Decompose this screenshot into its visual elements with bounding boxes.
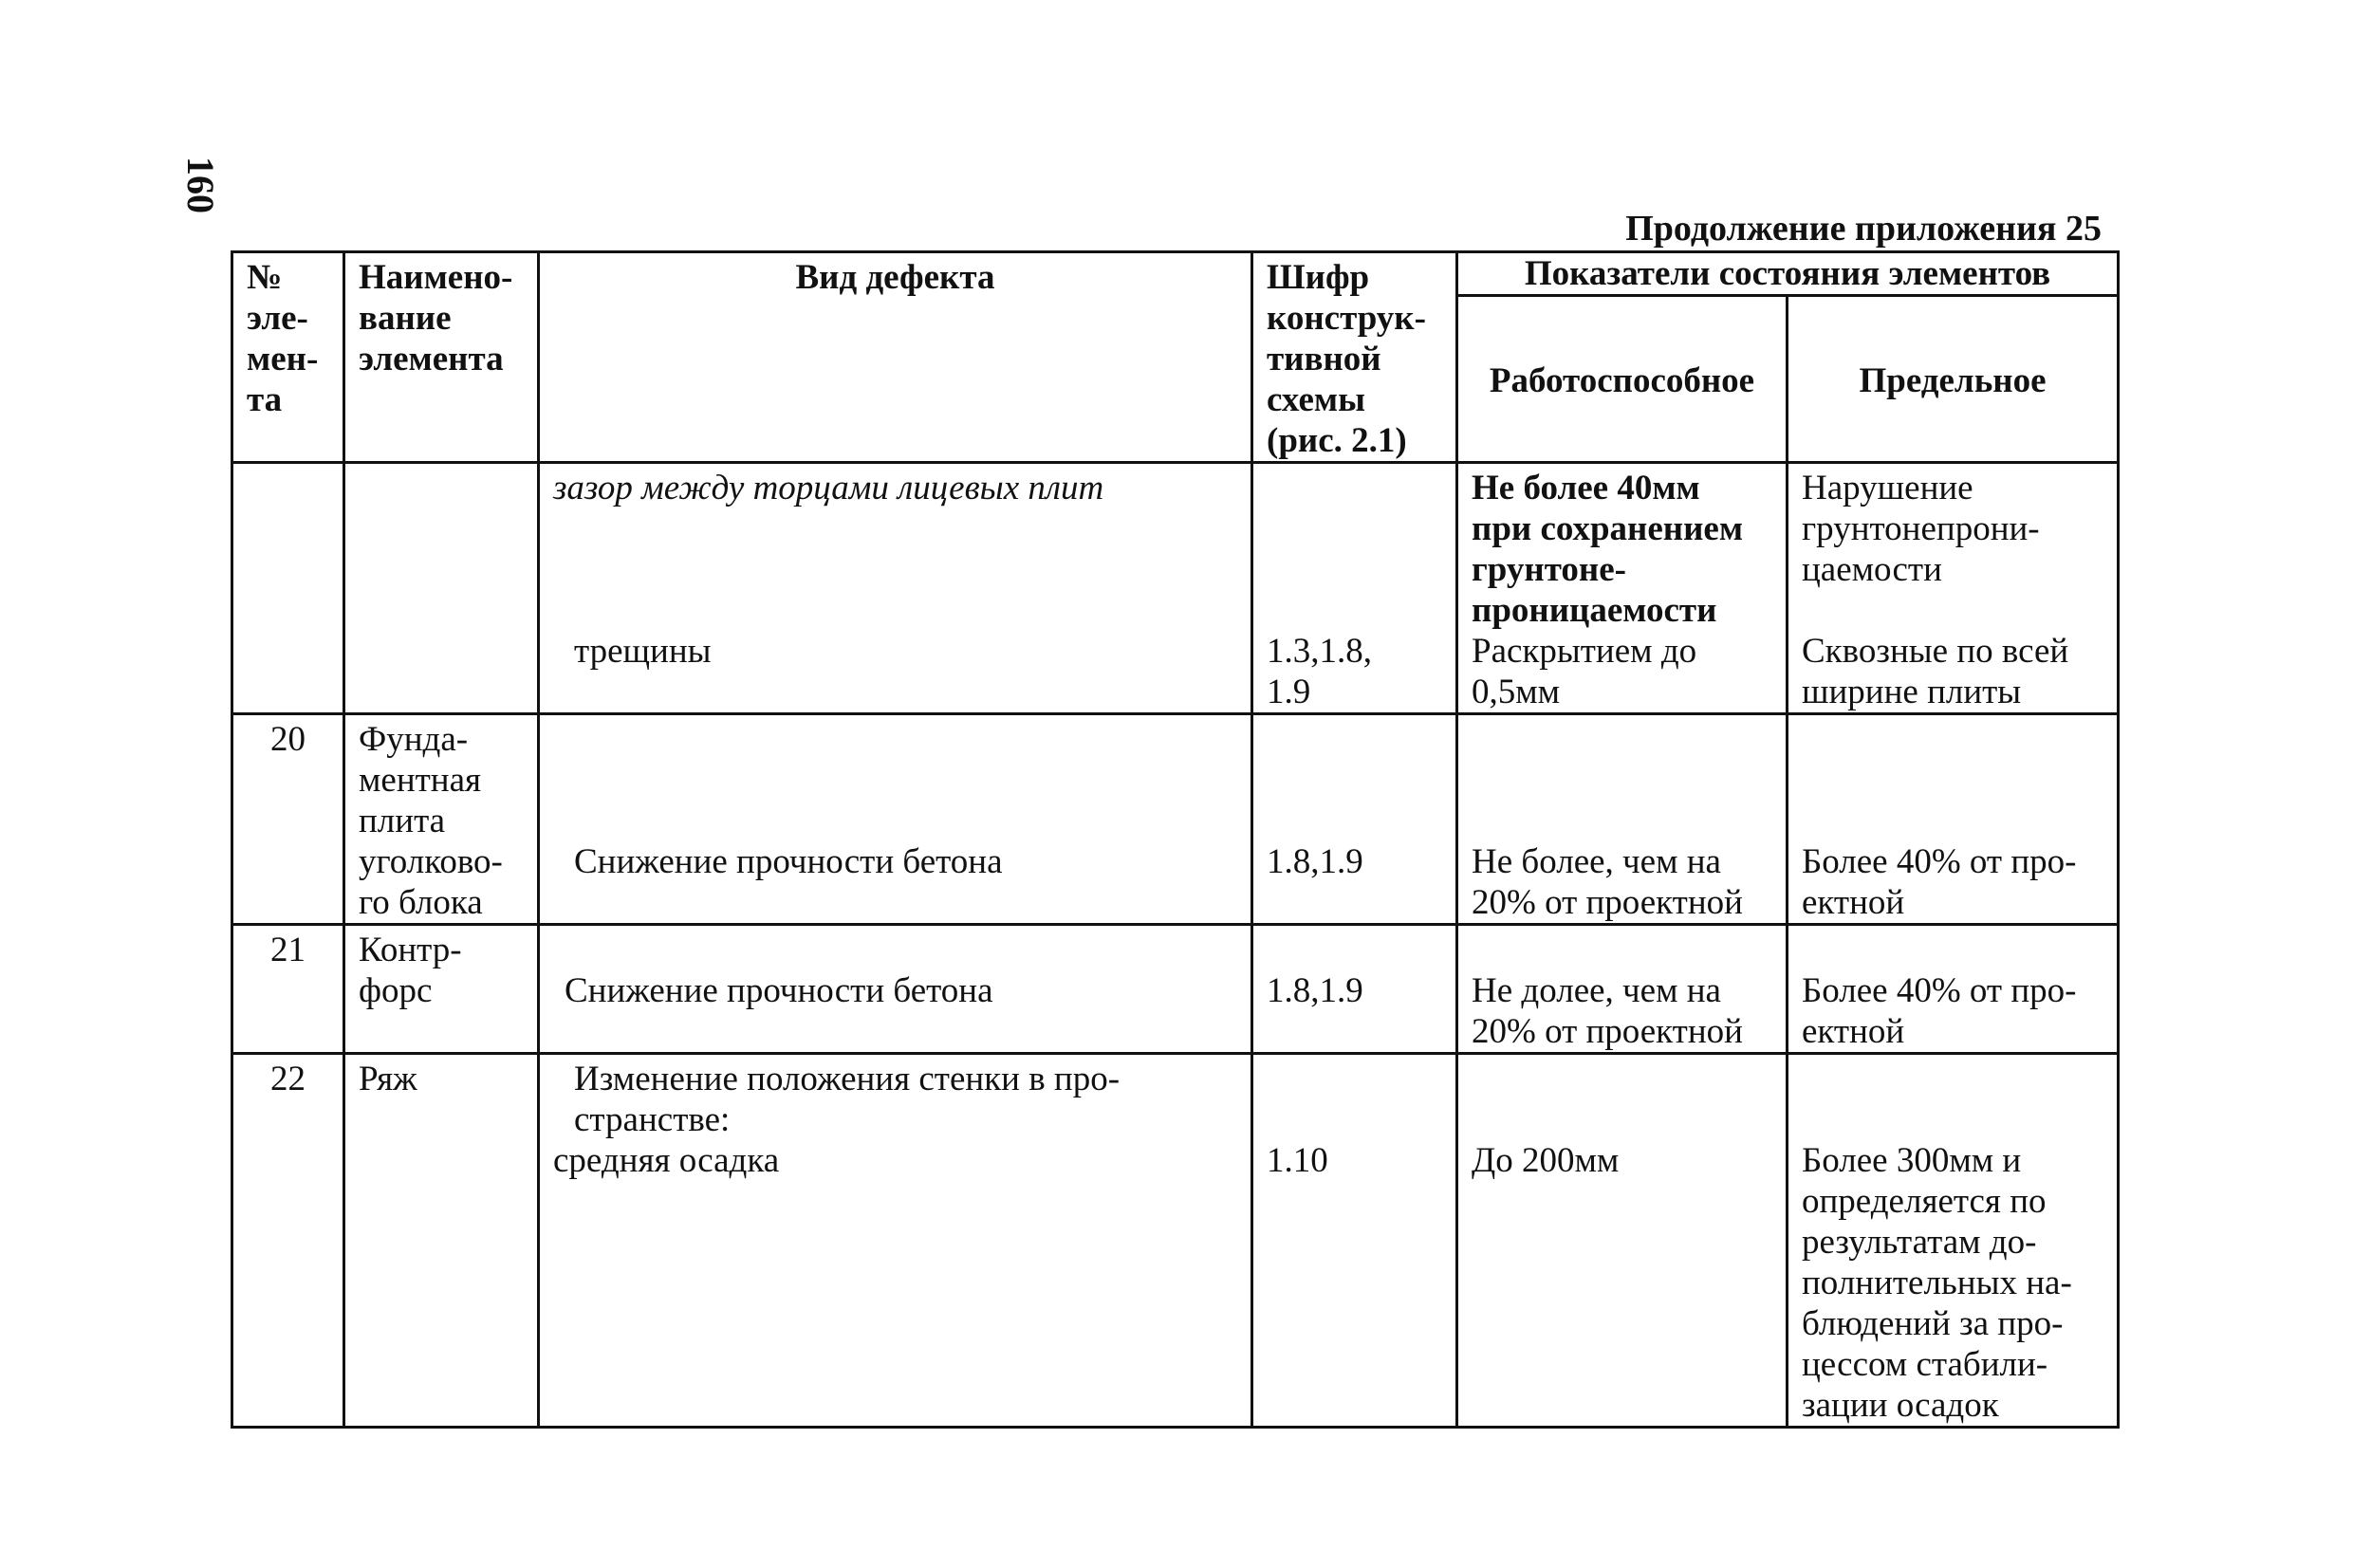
row-code: 1.8,1.9 bbox=[1267, 971, 1363, 1010]
table-row bbox=[232, 714, 2119, 925]
row-code: 1.3,1.8, 1.9 bbox=[1267, 632, 1372, 711]
table-row bbox=[232, 463, 2119, 714]
row-workable-b: Раскрытием до 0,5мм bbox=[1472, 632, 1697, 711]
row-name: Контр- форс bbox=[359, 931, 462, 1010]
header-defect: Вид дефекта bbox=[795, 258, 995, 297]
row-code: 1.8,1.9 bbox=[1267, 842, 1363, 881]
row-code-cell bbox=[1252, 1054, 1457, 1428]
row-limit-a: Нарушение грунтонепрони- цаемости bbox=[1802, 469, 2040, 589]
row-limit-cell bbox=[1788, 925, 2119, 1054]
header-cell-name bbox=[344, 252, 539, 463]
header-cell-code bbox=[1252, 252, 1457, 463]
row-num-cell bbox=[232, 1054, 344, 1428]
row-workable: До 200мм bbox=[1472, 1141, 1620, 1180]
row-workable-cell bbox=[1457, 1054, 1788, 1428]
row-defect-cell bbox=[539, 1054, 1252, 1428]
row-defect: Снижение прочности бетона bbox=[574, 842, 1003, 881]
row-defect-b: средняя осадка bbox=[553, 1141, 780, 1180]
header-limit: Предельное bbox=[1859, 361, 2047, 400]
row-name-cell bbox=[344, 925, 539, 1054]
row-name-cell bbox=[344, 714, 539, 925]
row-num-cell bbox=[232, 463, 344, 714]
row-limit: Более 40% от про- ектной bbox=[1802, 842, 2077, 922]
header-cell-limit bbox=[1788, 296, 2119, 463]
row-limit: Более 40% от про- ектной bbox=[1802, 971, 2077, 1051]
row-defect: Снижение прочности бетона bbox=[565, 971, 993, 1010]
table-row bbox=[232, 925, 2119, 1054]
header-indicators: Показатели состояния элементов bbox=[1524, 254, 2051, 293]
row-workable: Не долее, чем на 20% от проектной bbox=[1472, 971, 1743, 1051]
row-limit-cell bbox=[1788, 463, 2119, 714]
row-num-cell bbox=[232, 925, 344, 1054]
row-code: 1.10 bbox=[1267, 1141, 1328, 1180]
header-num: № эле- мен- та bbox=[247, 258, 319, 419]
page-number: 160 bbox=[179, 157, 222, 213]
header-cell-defect bbox=[539, 252, 1252, 463]
row-defect-cell bbox=[539, 714, 1252, 925]
row-num-cell bbox=[232, 714, 344, 925]
row-num: 20 bbox=[270, 720, 306, 759]
row-defect-cell bbox=[539, 925, 1252, 1054]
continuation-caption: Продолжение приложения 25 bbox=[1625, 209, 2102, 249]
row-name: Фунда- ментная плита уголково- го блока bbox=[359, 720, 503, 922]
row-limit-cell bbox=[1788, 1054, 2119, 1428]
row-name: Ряж bbox=[359, 1060, 417, 1098]
table-row bbox=[232, 1054, 2119, 1428]
header-workable: Работоспособное bbox=[1489, 361, 1755, 400]
row-name-cell bbox=[344, 1054, 539, 1428]
header-name: Наимено- вание элемента bbox=[359, 258, 513, 378]
row-defect-cell bbox=[539, 463, 1252, 714]
row-num: 21 bbox=[270, 931, 306, 969]
row-defect-b: трещины bbox=[574, 632, 712, 671]
row-workable: Не более, чем на 20% от проектной bbox=[1472, 842, 1743, 922]
header-code: Шифр конструк- тивной схемы (рис. 2.1) bbox=[1267, 258, 1426, 460]
row-limit: Более 300мм и определяется по результатам до- полнительных на- блюдений за про- цессом стабили- зации осадок bbox=[1802, 1141, 2072, 1425]
row-workable-cell bbox=[1457, 925, 1788, 1054]
row-num: 22 bbox=[270, 1060, 306, 1098]
header-cell-num bbox=[232, 252, 344, 463]
row-code-cell bbox=[1252, 714, 1457, 925]
row-defect-a: зазор между торцами лицевых плит bbox=[553, 469, 1104, 507]
row-workable-cell bbox=[1457, 714, 1788, 925]
row-code-cell bbox=[1252, 925, 1457, 1054]
row-limit-cell bbox=[1788, 714, 2119, 925]
defects-table bbox=[231, 250, 2120, 1429]
header-cell-workable bbox=[1457, 296, 1788, 463]
table-header-row bbox=[232, 252, 2119, 296]
row-workable-cell bbox=[1457, 463, 1788, 714]
row-defect-a: Изменение положения стенки в про- странстве: bbox=[574, 1060, 1121, 1139]
header-cell-indicators bbox=[1457, 252, 2119, 296]
row-name-cell bbox=[344, 463, 539, 714]
row-code-cell bbox=[1252, 463, 1457, 714]
row-limit-b: Сквозные по всей ширине плиты bbox=[1802, 632, 2069, 711]
row-workable-a: Не более 40мм при сохранением грунтоне- проницаемости bbox=[1472, 469, 1744, 630]
